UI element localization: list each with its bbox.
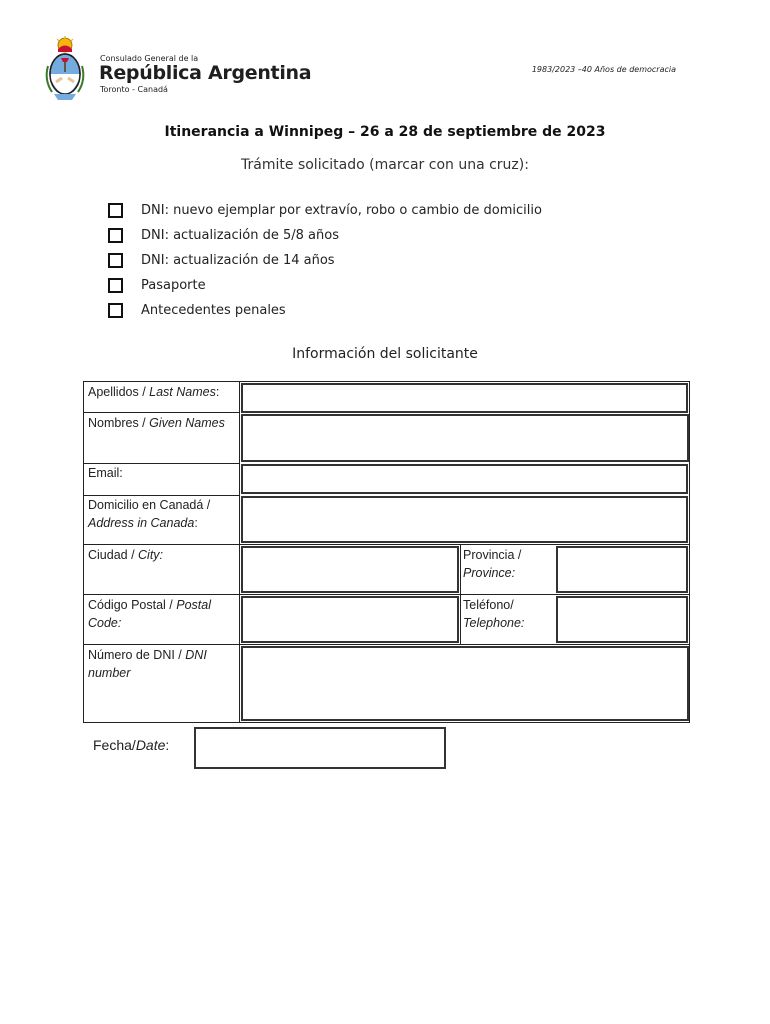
last-names-field[interactable] [241, 383, 688, 413]
option-criminal-record[interactable] [108, 298, 542, 323]
applicant-info-heading: Información del solicitante [292, 346, 478, 362]
row-divider [84, 412, 239, 413]
email-label: Email: [88, 466, 123, 480]
document-title: Itinerancia a Winnipeg – 26 a 28 de septiembre de 2023 [164, 124, 606, 140]
telephone-label: Teléfono/ Telephone: [463, 598, 525, 630]
country-name: República Argentina [99, 62, 312, 84]
procedure-instruction: Trámite solicitado (marcar con una cruz): [241, 157, 529, 173]
option-label: Antecedentes penales [141, 303, 286, 318]
option-dni-14[interactable] [108, 248, 542, 273]
checkbox[interactable] [108, 278, 123, 293]
date-label: Fecha/Date: [93, 737, 170, 753]
option-dni-5-8[interactable] [108, 223, 542, 248]
given-names-field[interactable] [241, 414, 689, 462]
checkbox[interactable] [108, 228, 123, 243]
dni-number-label: Número de DNI / DNI number [88, 648, 207, 680]
option-label: Pasaporte [141, 278, 206, 293]
column-divider [460, 544, 461, 644]
checkbox[interactable] [108, 303, 123, 318]
telephone-field[interactable] [556, 596, 688, 643]
option-dni-new[interactable] [108, 198, 542, 223]
postal-code-field[interactable] [241, 596, 459, 643]
province-field[interactable] [556, 546, 688, 593]
applicant-form-table [83, 381, 690, 723]
option-passport[interactable] [108, 273, 542, 298]
column-divider [239, 382, 240, 722]
democracy-motto: 1983/2023 –40 Años de democracia [531, 65, 676, 74]
address-label: Domicilio en Canadá / Address in Canada: [88, 498, 211, 530]
option-label: DNI: actualización de 14 años [141, 253, 335, 268]
option-label: DNI: nuevo ejemplar por extravío, robo o cambio de domicilio [141, 203, 542, 218]
row-divider [84, 544, 689, 545]
city-field[interactable] [241, 546, 459, 593]
city-label: Ciudad / City: [88, 548, 164, 562]
given-names-label: Nombres / Given Names [88, 416, 225, 430]
consulate-city: Toronto - Canadá [100, 85, 168, 94]
last-names-label: Apellidos / Last Names: [88, 385, 220, 399]
email-field[interactable] [241, 464, 688, 494]
address-field[interactable] [241, 496, 688, 543]
row-divider [84, 644, 689, 645]
province-label: Provincia / Province: [463, 548, 522, 580]
dni-number-field[interactable] [241, 646, 689, 721]
consulate-label: Consulado General de la [100, 54, 199, 63]
option-label: DNI: actualización de 5/8 años [141, 228, 339, 243]
coat-of-arms-logo [42, 36, 88, 104]
date-field[interactable] [194, 727, 446, 769]
checkbox[interactable] [108, 203, 123, 218]
procedure-options [108, 198, 542, 323]
checkbox[interactable] [108, 253, 123, 268]
postal-code-label: Código Postal / Postal Code: [88, 598, 211, 630]
row-divider [84, 594, 689, 595]
